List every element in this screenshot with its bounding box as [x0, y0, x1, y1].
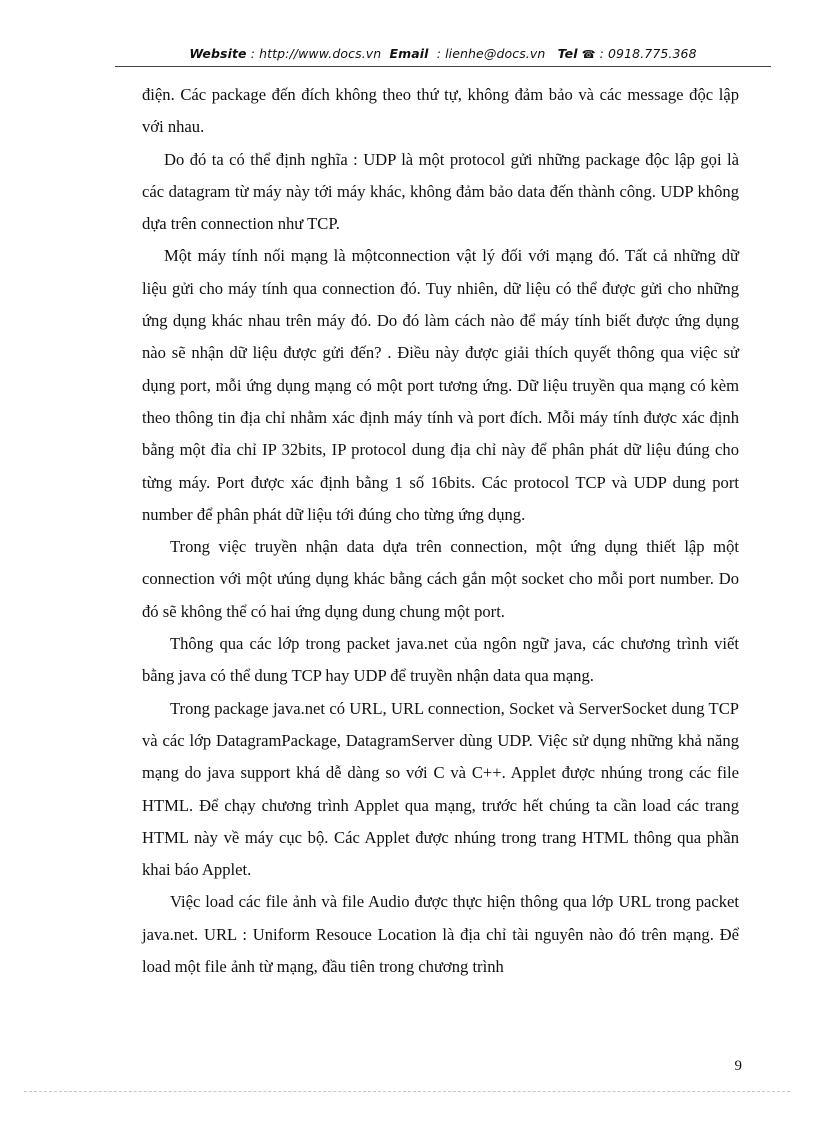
tel-label: Tel — [557, 46, 578, 61]
website-label: Website — [189, 46, 247, 61]
tel-value: : 0918.775.368 — [599, 46, 697, 61]
header-divider — [115, 66, 771, 67]
paragraph: Thông qua các lớp trong packet java.net của ngôn ngữ java, các chương trình viết bằng java có thể dung TCP hay UDP để truyền nhận data qua mạng. — [142, 634, 739, 686]
paragraph: Một máy tính nối mạng là mộtconnection vật lý đối với mạng đó. Tất cả những dữ liệu gửi cho máy tính qua connection đó. Tuy nhiên, dữ liệu có thể được gửi cho những ứng dụng khác nhau trên máy đó. Do đó làm cách nào để máy tính biết được ứng dụng nào sẽ nhận dữ liệu được gửi đến? . Điều này được giải thích quyết thông qua việc sử dụng port, mỗi ứng dụng mạng có một port tương ứng. Dữ liệu truyền qua mạng có kèm theo thông tin địa chỉ nhằm xác định máy tính và port đích. Mỗi máy tính được xác định bằng một đỉa chỉ IP 32bits, IP protocol dung địa chỉ này để phân phát dữ liệu đúng cho từng máy. Port được xác định bằng 1 số 16bits. Các protocol TCP và UDP dung port number để phân phát dữ liệu tới đúng cho từng ứng dụng. — [142, 246, 739, 524]
paragraph: Việc load các file ảnh và file Audio được thực hiện thông qua lớp URL trong packet java.net. URL : Uniform Resouce Location là địa chỉ tài nguyên nào đó trên mạng. Để load một file ảnh từ mạng, đầu tiên trong chương trình — [142, 892, 739, 977]
paragraph: điện. Các package đến đích không theo thứ tự, không đảm bảo và các message độc lập với nhau. — [142, 85, 739, 137]
email-label: Email — [389, 46, 429, 61]
page-number: 9 — [734, 1058, 742, 1074]
email-value: : lienhe@docs.vn — [436, 46, 546, 61]
telephone-icon: ☎ — [581, 48, 596, 61]
paragraph: Trong việc truyền nhận data dựa trên connection, một ứng dụng thiết lập một connection với một ưúng dụng khác bằng cách gắn một socket cho mỗi port number. Do đó sẽ không thể có hai ứng dụng dung chung một port. — [142, 537, 739, 621]
page-header — [115, 46, 771, 61]
body-text — [142, 79, 739, 983]
paragraph: Do đó ta có thể định nghĩa : UDP là một protocol gửi những package độc lập gọi là các datagram từ máy này tới máy khác, không đảm bảo data đến thành công. UDP không dựa trên connection như TCP. — [142, 149, 739, 234]
website-value: : http://www.docs.vn — [250, 46, 382, 61]
footer-divider — [24, 1091, 790, 1092]
paragraph: Trong package java.net có URL, URL connection, Socket và ServerSocket dung TCP và các lớp DatagramPackage, DatagramServer dùng UDP. Việc sử dụng những khả năng mạng do java support khá dễ dàng so với C và C++. Applet được nhúng trong các file HTML. Để chạy chương trình Applet qua mạng, trước hết chúng ta cần load các trang HTML này về máy cục bộ. Các Applet được nhúng trong trang HTML thông qua phần khai báo Applet. — [142, 698, 739, 880]
